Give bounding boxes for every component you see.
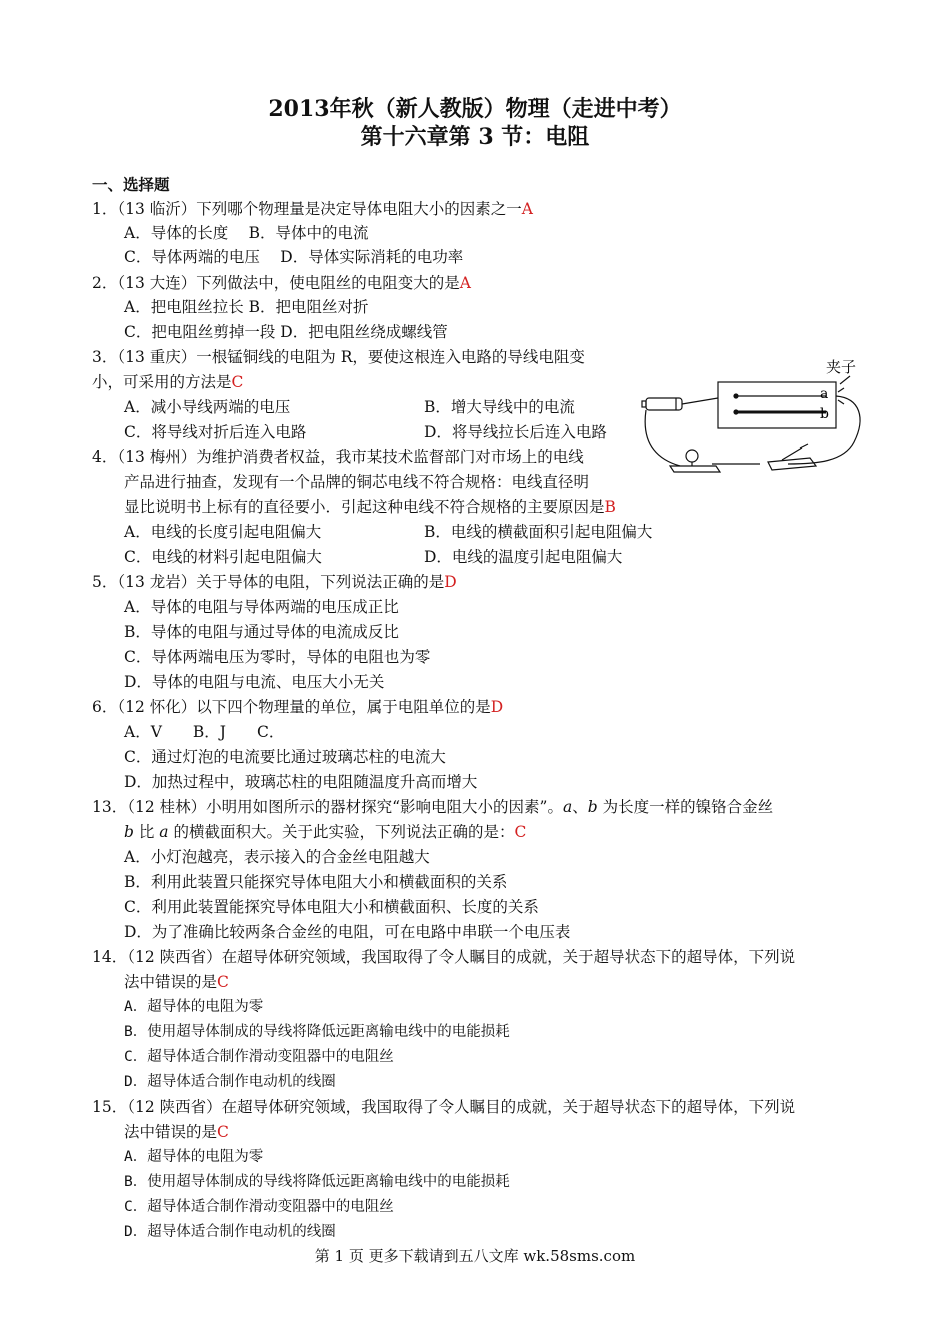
answer-1: A <box>521 200 533 218</box>
lamp-base <box>670 466 720 472</box>
wire-board <box>718 382 836 428</box>
option-line: B．使用超导体制成的导线将降低远距离输电线中的电能损耗 <box>124 1024 510 1040</box>
answer-2: A <box>459 274 471 292</box>
option-line: A．减小导线两端的电压 <box>124 398 291 416</box>
wire-a-label: a <box>820 386 829 402</box>
question-14-cont: 法中错误的是C <box>124 973 229 991</box>
switch-icon <box>782 448 802 460</box>
option-line: A．导体的电阻与导体两端的电压成正比 <box>124 598 399 616</box>
bulb-icon <box>686 450 698 462</box>
option-line: D．将导线拉长后连入电路 <box>424 423 607 441</box>
page-footer: 第 1 页 更多下载请到五八文库 wk.58sms.com <box>314 1247 636 1265</box>
question-1: 1．（13 临沂）下列哪个物理量是决定导体电阻大小的因素之一A <box>92 200 533 218</box>
option-line: B．利用此装置只能探究导体电阻大小和横截面积的关系 <box>124 873 508 891</box>
option-line: D．超导体适合制作电动机的线圈 <box>124 1224 336 1240</box>
page-title: 2013年秋（新人教版）物理（走进中考） <box>268 96 682 122</box>
option-line: B．增大导线中的电流 <box>424 398 575 416</box>
option-line: C．超导体适合制作滑动变阻器中的电阻丝 <box>124 1199 394 1215</box>
option-line: A．小灯泡越亮，表示接入的合金丝电阻越大 <box>124 848 430 866</box>
option-line: A．电线的长度引起电阻偏大 <box>124 523 322 541</box>
question-4: 4．（13 梅州）为维护消费者权益，我市某技术监督部门对市场上的电线 <box>92 448 584 466</box>
question-3: 3．（13 重庆）一根锰铜线的电阻为 R，要使这根连入电路的导线电阻变 <box>92 348 585 366</box>
option-line: D．超导体适合制作电动机的线圈 <box>124 1074 336 1090</box>
option-line: D．电线的温度引起电阻偏大 <box>424 548 623 566</box>
option-line: B．电线的横截面积引起电阻偏大 <box>424 523 653 541</box>
option-line: B．导体的电阻与通过导体的电流成反比 <box>124 623 399 641</box>
question-5: 5．（13 龙岩）关于导体的电阻，下列说法正确的是D <box>92 573 457 591</box>
question-15: 15．（12 陕西省）在超导体研究领域，我国取得了令人瞩目的成就，关于超导状态下的超导体，下列说 <box>92 1098 796 1116</box>
option-line: A．超导体的电阻为零 <box>124 1149 264 1165</box>
page-subtitle: 第十六章第 3 节：电阻 <box>360 124 590 150</box>
answer-13: C <box>514 823 527 841</box>
answer-6: D <box>490 698 504 716</box>
option-line: C．导体两端的电压 D．导体实际消耗的电功率 <box>124 248 464 266</box>
answer-14: C <box>217 973 229 991</box>
option-line: D．导体的电阻与电流、电压大小无关 <box>124 673 385 691</box>
option-line: A．V B．J C． <box>124 723 285 741</box>
question-6: 6．（12 怀化）以下四个物理量的单位，属于电阻单位的是D <box>92 698 504 716</box>
clip-label: 夹子 <box>826 358 857 376</box>
answer-4: B <box>604 498 616 516</box>
section-heading: 一、选择题 <box>92 175 170 194</box>
question-15-cont: 法中错误的是C <box>124 1123 229 1141</box>
question-4-cont: 产品进行抽查，发现有一个品牌的铜芯电线不符合规格：电线直径明 <box>124 473 590 491</box>
question-13: 13．（12 桂林）小明用如图所示的器材探究“影响电阻大小的因素”。a、b 为长度一样的镍铬合金丝 <box>92 798 774 816</box>
option-line: C．超导体适合制作滑动变阻器中的电阻丝 <box>124 1049 394 1065</box>
option-line: D．为了准确比较两条合金丝的电阻，可在电路中串联一个电压表 <box>124 923 571 941</box>
option-line: C．利用此装置能探究导体电阻大小和横截面积、长度的关系 <box>124 898 539 916</box>
wire-b-label: b <box>820 406 829 422</box>
option-line: C．将导线对折后连入电路 <box>124 423 307 441</box>
option-line: C．把电阻丝剪掉一段 D．把电阻丝绕成螺线管 <box>124 323 448 341</box>
question-3-cont: 小，可采用的方法是C <box>92 373 244 391</box>
option-line: C．电线的材料引起电阻偏大 <box>124 548 322 566</box>
option-line: B．使用超导体制成的导线将降低远距离输电线中的电能损耗 <box>124 1174 510 1190</box>
circuit-diagram <box>640 358 870 480</box>
question-2: 2．（13 大连）下列做法中，使电阻丝的电阻变大的是A <box>92 274 471 292</box>
answer-3: C <box>231 373 244 391</box>
question-13-cont: b 比 a 的横截面积大。关于此实验，下列说法正确的是：C <box>124 823 527 841</box>
option-line: C．通过灯泡的电流要比通过玻璃芯柱的电流大 <box>124 748 446 766</box>
question-14: 14．（12 陕西省）在超导体研究领域，我国取得了令人瞩目的成就，关于超导状态下的超导体，下列说 <box>92 948 796 966</box>
question-4-cont: 显比说明书上标有的直径要小．引起这种电线不符合规格的主要原因是B <box>124 498 616 516</box>
option-line: C．导体两端电压为零时，导体的电阻也为零 <box>124 648 431 666</box>
option-line: A．导体的长度 B．导体中的电流 <box>124 224 369 242</box>
option-line: A．超导体的电阻为零 <box>124 999 264 1015</box>
option-line: D．加热过程中，玻璃芯柱的电阻随温度升高而增大 <box>124 773 478 791</box>
answer-15: C <box>217 1123 229 1141</box>
answer-5: D <box>444 573 457 591</box>
option-line: A．把电阻丝拉长 B．把电阻丝对折 <box>124 298 369 316</box>
